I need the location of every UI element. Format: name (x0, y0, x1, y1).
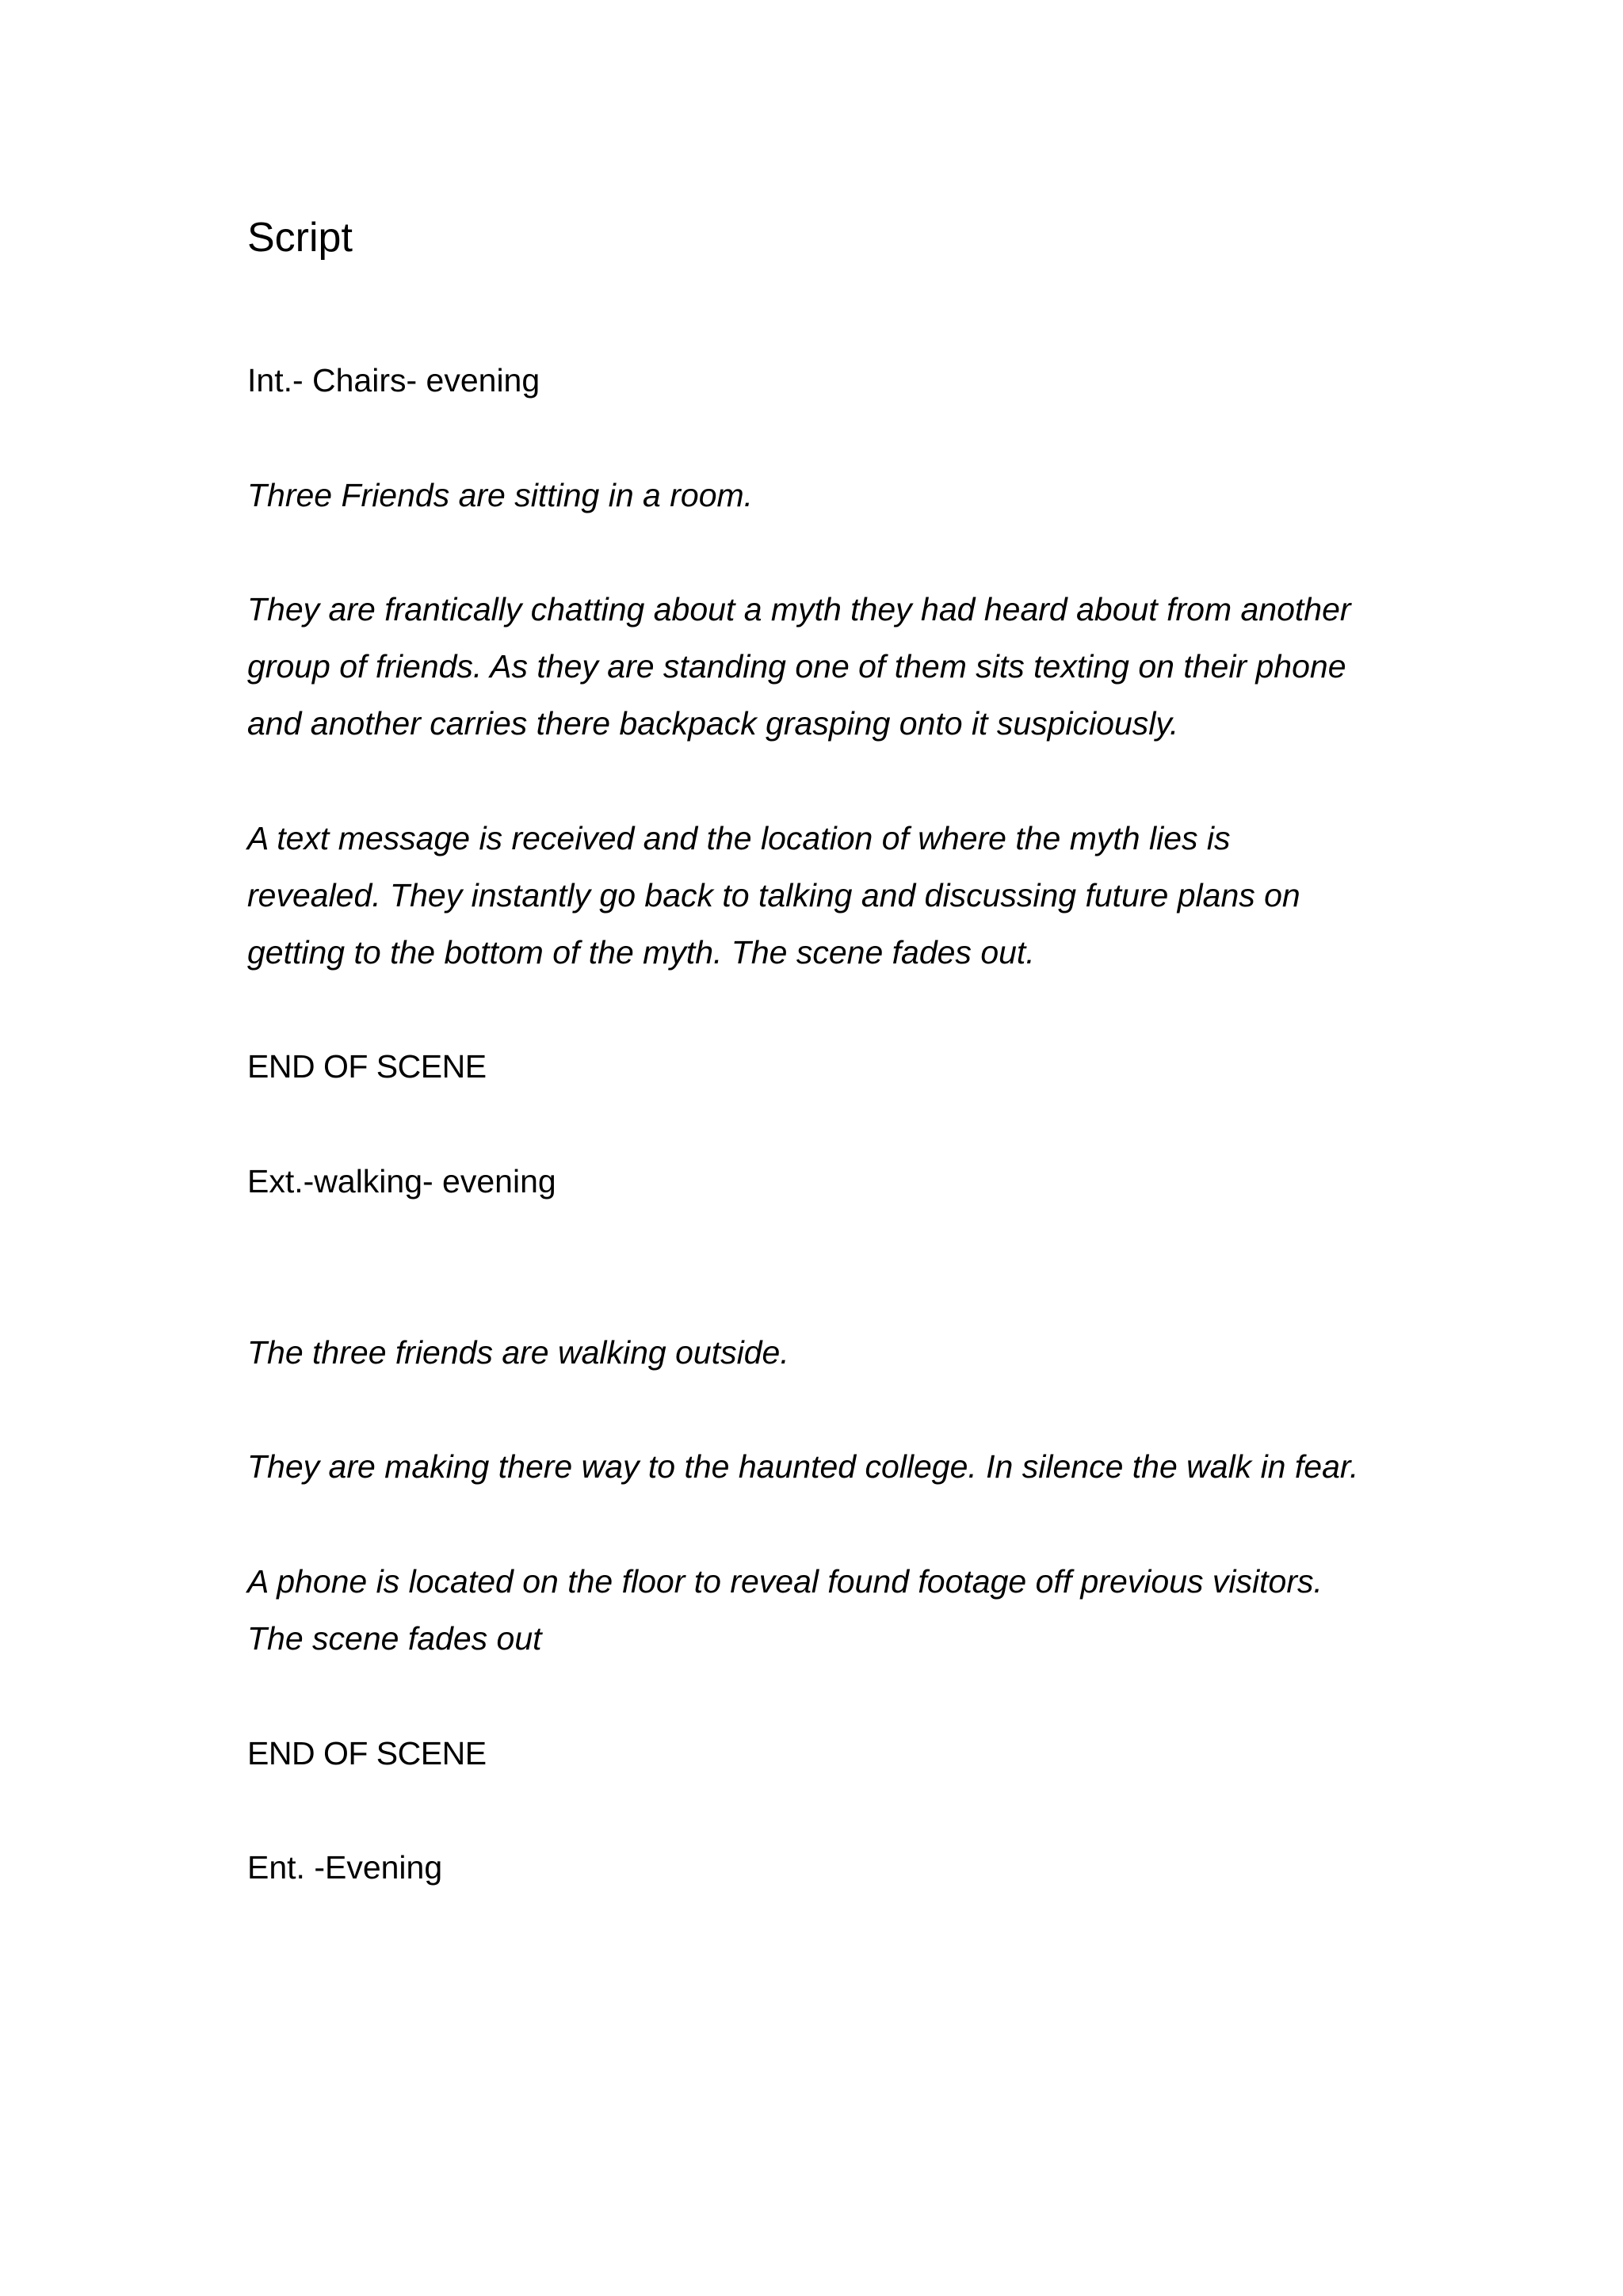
scene-1-paragraph-2-line-1: They are frantically chatting about a myth they had heard about from another (247, 591, 1351, 627)
document-title: Script (247, 215, 353, 261)
scene-1-paragraph-2-line-3: and another carries there backpack grasping onto it suspiciously. (247, 705, 1179, 742)
scene-2-end-label: END OF SCENE (247, 1735, 487, 1772)
scene-3-heading: Ent. -Evening (247, 1849, 443, 1886)
scene-1-paragraph-3-line-3: getting to the bottom of the myth. The scene fades out. (247, 934, 1035, 971)
scene-2-paragraph-2: They are making there way to the haunted college. In silence the walk in fear. (247, 1448, 1359, 1485)
scene-1-paragraph-3-line-1: A text message is received and the location of where the myth lies is (247, 820, 1231, 856)
scene-1-end-label: END OF SCENE (247, 1048, 487, 1085)
scene-2-paragraph-3-line-2: The scene fades out (247, 1620, 542, 1657)
scene-1-paragraph-1: Three Friends are sitting in a room. (247, 477, 754, 513)
scene-2-heading: Ext.-walking- evening (247, 1163, 556, 1199)
scene-1-heading: Int.- Chairs- evening (247, 362, 540, 399)
scene-2-paragraph-1: The three friends are walking outside. (247, 1334, 789, 1371)
scene-1-paragraph-3-line-2: revealed. They instantly go back to talking and discussing future plans on (247, 877, 1300, 913)
scene-1-paragraph-2-line-2: group of friends. As they are standing one of them sits texting on their phone (247, 648, 1346, 685)
scene-2-paragraph-3-line-1: A phone is located on the floor to reveal found footage off previous visitors. (247, 1563, 1323, 1600)
